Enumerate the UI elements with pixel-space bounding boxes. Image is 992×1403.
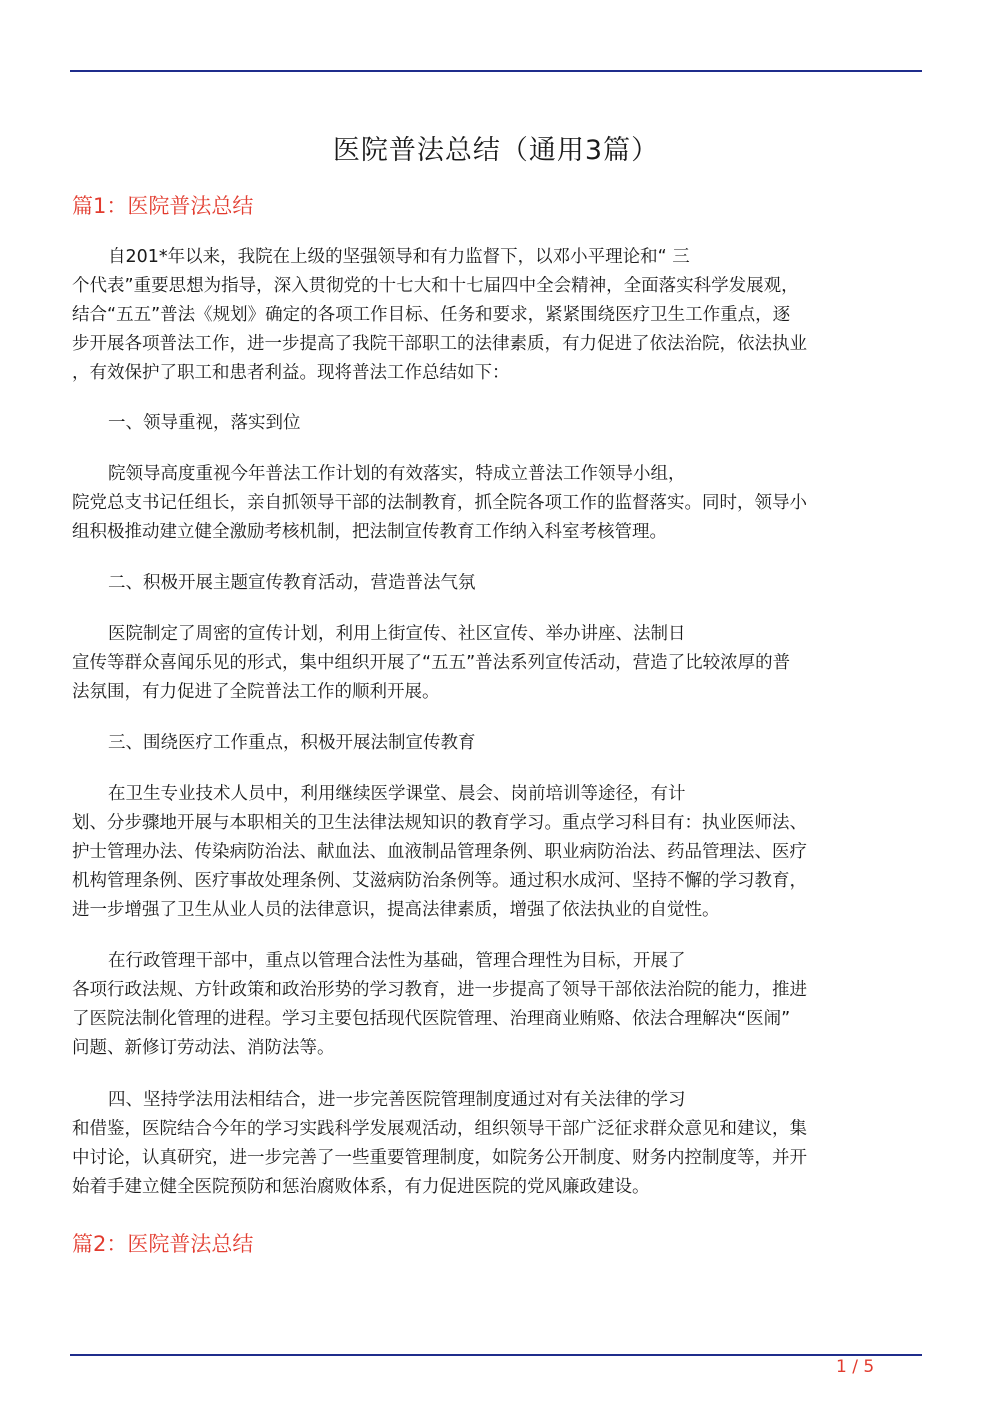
paragraph-line: 法氛围，有力促进了全院普法工作的顺利开展。 — [72, 682, 440, 702]
paragraph-line: 机构管理条例、医疗事故处理条例、艾滋病防治条例等。通过积水成河、坚持不懈的学习教育， — [72, 871, 807, 891]
paragraph-line: 始着手建立健全医院预防和惩治腐败体系，有力促进医院的党风廉政建设。 — [72, 1177, 650, 1197]
subheading-2: 二、积极开展主题宣传教育活动，营造普法气氛 — [108, 573, 476, 593]
paragraph-line: ，有效保护了职工和患者利益。现将普法工作总结如下： — [72, 363, 510, 383]
paragraph-line: 在卫生专业技术人员中，利用继续医学课堂、晨会、岗前培训等途径，有计 — [108, 784, 686, 804]
subheading-3: 三、围绕医疗工作重点，积极开展法制宣传教育 — [108, 733, 476, 753]
paragraph-line: 结合“五五”普法《规划》确定的各项工作目标、任务和要求，紧紧围绕医疗卫生工作重点，逐 — [72, 305, 791, 325]
paragraph-line: 院领导高度重视今年普法工作计划的有效落实，特成立普法工作领导小组， — [108, 464, 686, 484]
paragraph-line: 护士管理办法、传染病防治法、献血法、血液制品管理条例、职业病防治法、药品管理法、医疗 — [72, 842, 807, 862]
paragraph-line: 步开展各项普法工作，进一步提高了我院干部职工的法律素质，有力促进了依法治院，依法执业 — [72, 334, 807, 354]
section-1-heading: 篇1：医院普法总结 — [72, 194, 254, 218]
paragraph-line: 问题、新修订劳动法、消防法等。 — [72, 1038, 335, 1058]
paragraph-line: 四、坚持学法用法相结合，进一步完善医院管理制度通过对有关法律的学习 — [108, 1090, 686, 1110]
footer-rule — [70, 1354, 922, 1356]
section-2-heading: 篇2：医院普法总结 — [72, 1232, 254, 1256]
paragraph-line: 院党总支书记任组长，亲自抓领导干部的法制教育，抓全院各项工作的监督落实。同时，领导小 — [72, 493, 807, 513]
paragraph-line: 个代表”重要思想为指导，深入贯彻党的十七大和十七届四中全会精神，全面落实科学发展观， — [72, 276, 799, 296]
paragraph-line: 在行政管理干部中，重点以管理合法性为基础，管理合理性为目标，开展了 — [108, 951, 686, 971]
page-number: 1 / 5 — [836, 1357, 875, 1377]
paragraph-line: 和借鉴，医院结合今年的学习实践科学发展观活动，组织领导干部广泛征求群众意见和建议，集 — [72, 1119, 807, 1139]
paragraph-line: 组积极推动建立健全激励考核机制，把法制宣传教育工作纳入科室考核管理。 — [72, 522, 667, 542]
paragraph-line: 自201*年以来，我院在上级的坚强领导和有力监督下，以邓小平理论和“ 三 — [108, 247, 690, 267]
paragraph-line: 进一步增强了卫生从业人员的法律意识，提高法律素质，增强了依法执业的自觉性。 — [72, 900, 720, 920]
subheading-1: 一、领导重视，落实到位 — [108, 413, 301, 433]
paragraph-line: 医院制定了周密的宣传计划，利用上街宣传、社区宣传、举办讲座、法制日 — [108, 624, 686, 644]
paragraph-line: 宣传等群众喜闻乐见的形式，集中组织开展了“五五”普法系列宣传活动，营造了比较浓厚的普 — [72, 653, 791, 673]
header-rule — [70, 70, 922, 72]
paragraph-line: 划、分步骤地开展与本职相关的卫生法律法规知识的教育学习。重点学习科目有：执业医师法、 — [72, 813, 807, 833]
paragraph-line: 各项行政法规、方针政策和政治形势的学习教育，进一步提高了领导干部依法治院的能力，推进 — [72, 980, 807, 1000]
paragraph-line: 中讨论，认真研究，进一步完善了一些重要管理制度，如院务公开制度、财务内控制度等，并开 — [72, 1148, 807, 1168]
document-title: 医院普法总结（通用3篇） — [332, 135, 660, 166]
paragraph-line: 了医院法制化管理的进程。学习主要包括现代医院管理、治理商业贿赂、依法合理解决“医闹” — [72, 1009, 791, 1029]
